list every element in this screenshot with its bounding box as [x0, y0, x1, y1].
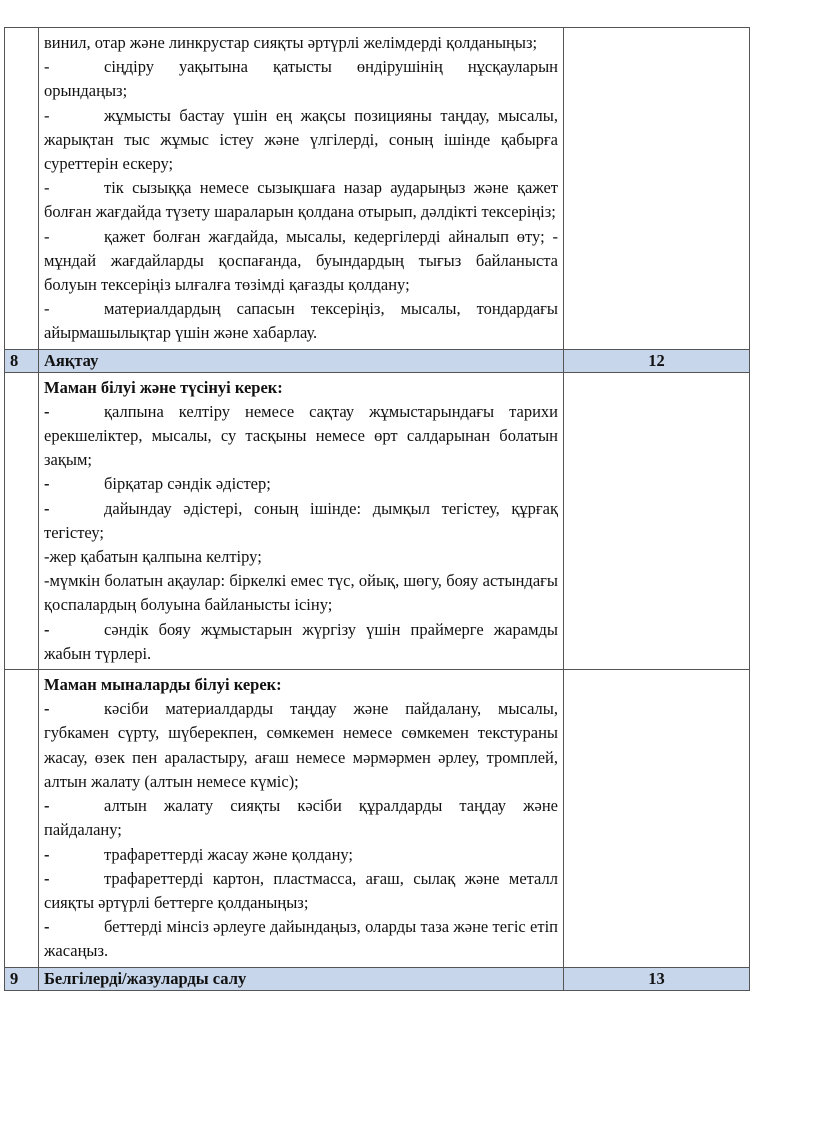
- dash-marker: -: [44, 498, 50, 518]
- dash-marker: -: [44, 299, 50, 319]
- list-item-text: бірқатар сәндік әдістер;: [104, 474, 271, 494]
- list-item-text: трафареттерді жасау және қолдану;: [104, 844, 354, 864]
- list-item: [44, 843, 558, 867]
- dash-marker: -: [44, 699, 50, 719]
- list-item-text: сәндік бояу жұмыстарын жүргізу үшін праймерге жарамды жабын түрлері.: [44, 619, 558, 663]
- score-cell: [564, 670, 750, 967]
- list-item: [44, 545, 558, 569]
- dash-marker: -: [44, 401, 50, 421]
- content-cell: [39, 372, 564, 669]
- bullet-list: [39, 28, 563, 349]
- list-item: [44, 176, 558, 224]
- section-score: 13: [648, 968, 665, 988]
- list-item: [44, 618, 558, 666]
- dash-marker: -: [44, 844, 50, 864]
- list-item-text: кәсіби материалдарды таңдау және пайдалану, мысалы, губкамен сүрту, шүберекпен, сөмкемен немесе сөмкемен текстураны жасау, өзек пен араластыру, ағаш немесе мәрмәрмен әрлеу, тромплей, алтын жалату (алтын немесе күміс);: [44, 699, 558, 791]
- list-item-text: қажет болған жағдайда, мысалы, кедергілерді айналып өту; - мұндай жағдайларды қоспағанда, буындардың тығыз байланыста болуын тексеріңіз ылғалға төзімді қағазды қолдану;: [44, 226, 558, 295]
- content-cell: [39, 28, 564, 350]
- table-row: [5, 670, 750, 967]
- number-cell: [5, 28, 39, 350]
- list-item: [44, 472, 558, 496]
- content-cell: [39, 670, 564, 967]
- list-item: [44, 569, 558, 617]
- list-item-text: сіңдіру уақытына қатысты өндірушінің нұсқауларын орындаңыз;: [44, 57, 558, 101]
- list-item: [44, 31, 558, 55]
- list-item: [44, 915, 558, 963]
- list-item-text: трафареттерді картон, пластмасса, ағаш, сылақ және металл сияқты әртүрлі беттерге қолданыңыз;: [44, 868, 558, 912]
- number-cell: [5, 372, 39, 669]
- section-score: 12: [648, 350, 665, 370]
- table-row: [5, 372, 750, 669]
- section-title: Белгілерді/жазуларды салу: [44, 968, 247, 988]
- list-item-text: алтын жалату сияқты кәсіби құралдарды таңдау және пайдалану;: [44, 796, 558, 840]
- dash-marker: -: [44, 619, 50, 639]
- criteria-table: [4, 27, 750, 991]
- list-item: [44, 297, 558, 345]
- dash-marker: -: [44, 917, 50, 937]
- score-cell: [564, 372, 750, 669]
- bullet-list: [44, 400, 558, 666]
- list-item-text: винил, отар және линкрустар сияқты әртүрлі желімдерді қолданыңыз;: [44, 33, 538, 52]
- section-number: 9: [10, 968, 19, 988]
- list-item-text: қалпына келтіру немесе сақтау жұмыстарындағы тарихи ерекшеліктер, мысалы, су тасқыны немесе өрт салдарынан болатын зақым;: [44, 401, 558, 470]
- list-item-text: жұмысты бастау үшін ең жақсы позицияны таңдау, мысалы, жарықтан тыс жұмыс істеу және үлгілерді, соның ішінде қабырға суреттерін ескеру;: [44, 105, 558, 174]
- list-item: [44, 867, 558, 915]
- bullet-list: [44, 697, 558, 963]
- section-header-row: [5, 967, 750, 990]
- dash-marker: -: [44, 178, 50, 198]
- list-item-text: беттерді мінсіз әрлеуге дайындаңыз, оларды таза және тегіс етіп жасаңыз.: [44, 917, 558, 961]
- list-item: [44, 794, 558, 842]
- list-item-text: дайындау әдістері, соның ішінде: дымқыл тегістеу, құрғақ тегістеу;: [44, 498, 558, 542]
- list-item-text: -жер қабатын қалпына келтіру;: [44, 547, 262, 567]
- list-item: [44, 697, 558, 794]
- skills-heading: Маман мыналарды білуі керек:: [44, 675, 282, 695]
- number-cell: [5, 670, 39, 967]
- dash-marker: -: [44, 868, 50, 888]
- list-item: [44, 55, 558, 103]
- section-number: 8: [10, 350, 19, 370]
- dash-marker: -: [44, 226, 50, 246]
- list-item-text: тік сызыққа немесе сызықшаға назар аударыңыз және қажет болған жағдайда түзету шараларын қолдана отырып, дәлдікті тексеріңіз;: [44, 178, 558, 222]
- score-cell: [564, 28, 750, 350]
- list-item: [44, 225, 558, 298]
- dash-marker: -: [44, 474, 50, 494]
- knowledge-heading: Маман білуі және түсінуі керек:: [44, 377, 283, 397]
- dash-marker: -: [44, 105, 50, 125]
- list-item: [44, 497, 558, 545]
- list-item: [44, 400, 558, 473]
- section-title: Аяқтау: [44, 350, 99, 370]
- list-item-text: материалдардың сапасын тексеріңіз, мысалы, тондардағы айырмашылықтар үшін және хабарлау.: [44, 299, 558, 343]
- section-header-row: [5, 349, 750, 372]
- list-item-text: -мүмкін болатын ақаулар: біркелкі емес түс, ойық, шөгу, бояу астындағы қоспалардың болуына байланысты ісіну;: [44, 571, 558, 615]
- list-item: [44, 104, 558, 177]
- table-row: [5, 28, 750, 350]
- dash-marker: -: [44, 796, 50, 816]
- dash-marker: -: [44, 57, 50, 77]
